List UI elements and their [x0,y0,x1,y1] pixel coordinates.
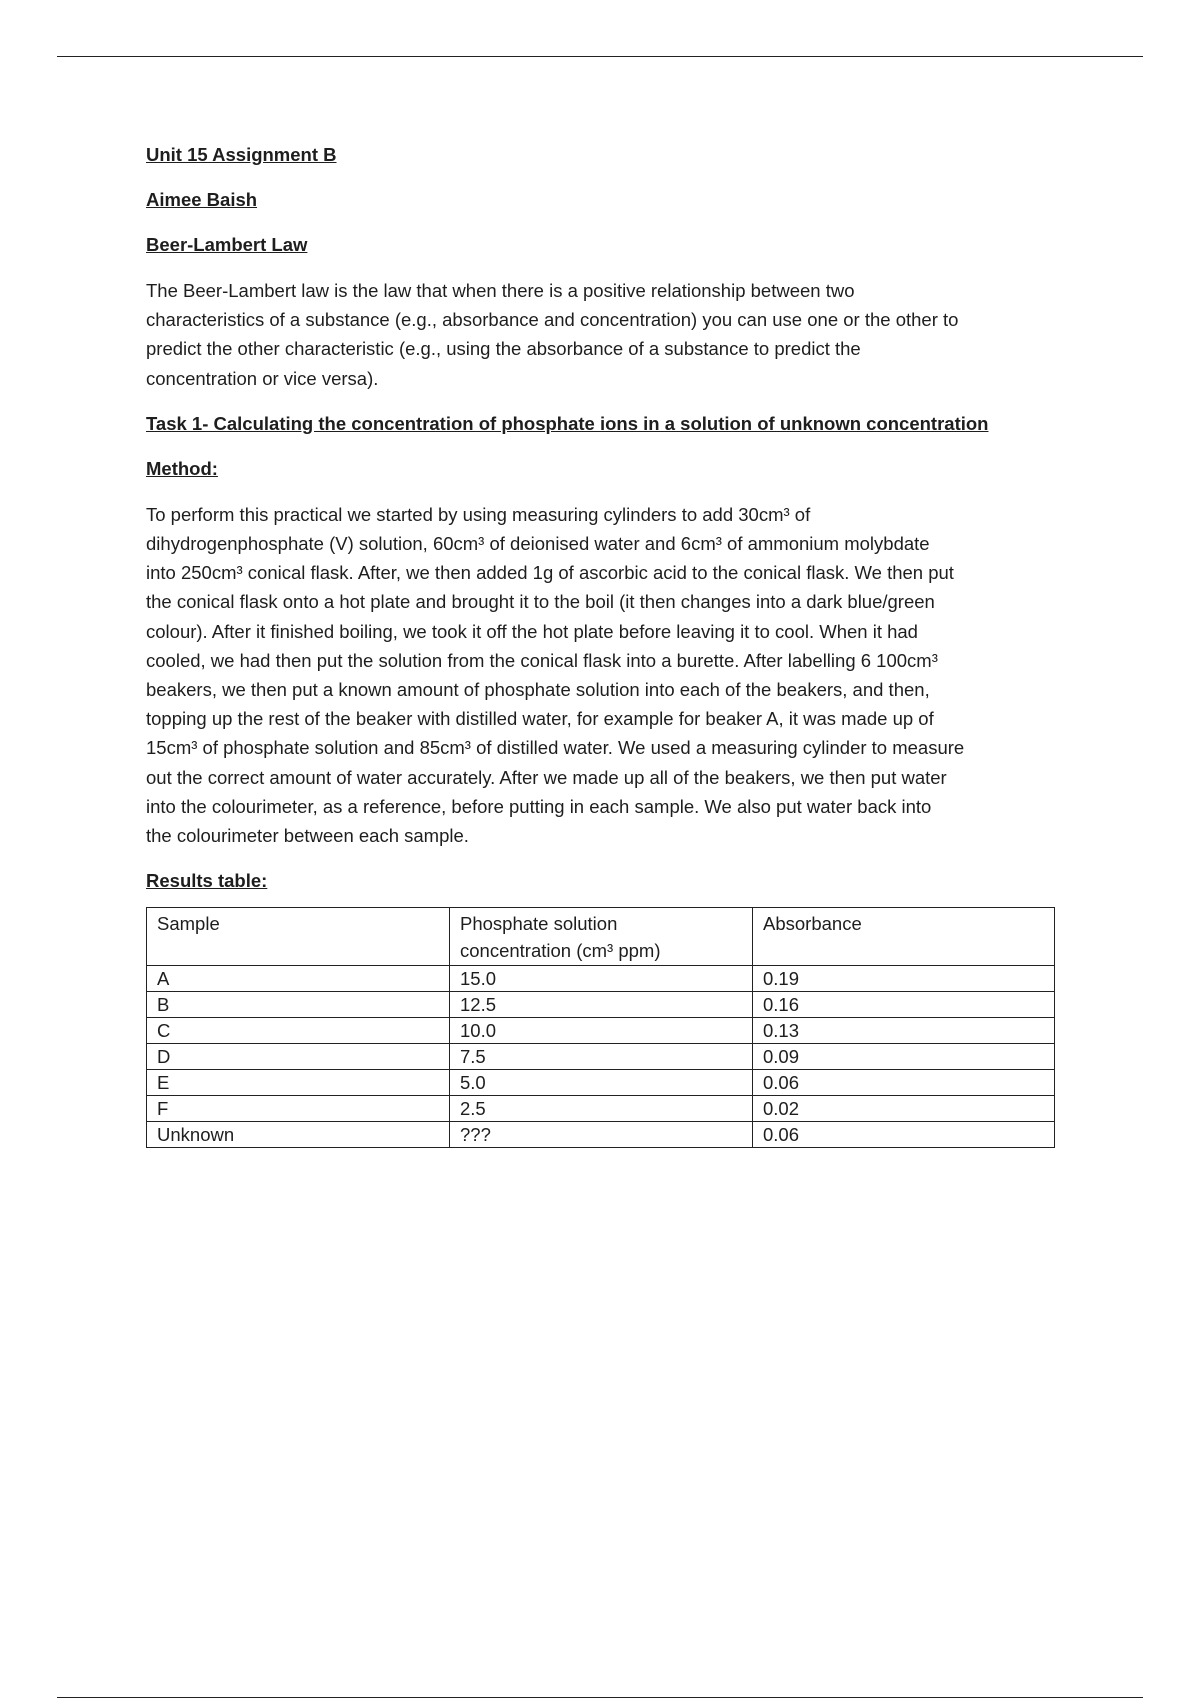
table-row [147,1044,1055,1070]
cell-sample: C [147,1018,450,1044]
cell-concentration: 15.0 [450,966,753,992]
document-body [146,143,1061,1148]
table-header-row [147,908,1055,966]
cell-absorbance: 0.16 [753,992,1055,1018]
results-heading: Results table: [146,870,268,892]
footer-rule [57,1697,1143,1698]
cell-concentration: 5.0 [450,1070,753,1096]
table-row [147,1122,1055,1148]
cell-concentration: 7.5 [450,1044,753,1070]
cell-concentration: 2.5 [450,1096,753,1122]
beer-lambert-paragraph: The Beer-Lambert law is the law that when there is a positive relationship between two characteristics of a substance (e.g., absorbance and concentration) you can use one or the other to predict the other characteristic (e.g., using the absorbance of a substance to predict the concentration or vice versa). [146,280,959,389]
cell-sample: F [147,1096,450,1122]
cell-sample: B [147,992,450,1018]
cell-absorbance: 0.09 [753,1044,1055,1070]
beer-lambert-heading: Beer-Lambert Law [146,234,308,255]
cell-concentration: 10.0 [450,1018,753,1044]
cell-sample: E [147,1070,450,1096]
cell-concentration: 12.5 [450,992,753,1018]
column-header: Absorbance [753,908,1055,966]
author-name: Aimee Baish [146,189,258,210]
table-row [147,966,1055,992]
cell-absorbance: 0.02 [753,1096,1055,1122]
column-header: Sample [147,908,450,966]
cell-absorbance: 0.06 [753,1070,1055,1096]
cell-absorbance: 0.19 [753,966,1055,992]
method-heading: Method: [146,457,218,479]
table-row [147,1096,1055,1122]
cell-absorbance: 0.13 [753,1018,1055,1044]
header-rule [57,56,1143,57]
table-row [147,1070,1055,1096]
cell-sample: A [147,966,450,992]
cell-sample: D [147,1044,450,1070]
table-row [147,992,1055,1018]
results-table [146,907,1055,1148]
cell-absorbance: 0.06 [753,1122,1055,1148]
method-paragraph: To perform this practical we started by using measuring cylinders to add 30cm³ of dihydrogenphosphate (V) solution, 60cm³ of deionised water and 6cm³ of ammonium molybdate into 250cm³ conical flask. After, we then added 1g of ascorbic acid to the conical flask. We then put the conical flask onto a hot plate and brought it to the boil (it then changes into a dark blue/green colour). After it finished boiling, we took it off the hot plate before leaving it to cool. When it had cooled, we had then put the solution from the conical flask into a burette. After labelling 6 100cm³ beakers, we then put a known amount of phosphate solution into each of the beakers, and then, topping up the rest of the beaker with distilled water, for example for beaker A, it was made up of 15cm³ of phosphate solution and 85cm³ of distilled water. We used a measuring cylinder to measure out the correct amount of water accurately. After we made up all of the beakers, we then put water into the colourimeter, as a reference, before putting in each sample. We also put water back into the colourimeter between each sample. [146,503,965,847]
task1-heading: Task 1- Calculating the concentration of phosphate ions in a solution of unknown concentration [146,412,989,434]
document-title: Unit 15 Assignment B [146,144,337,165]
table-row [147,1018,1055,1044]
column-header: Phosphate solution concentration (cm³ ppm) [450,908,753,966]
cell-sample: Unknown [147,1122,450,1148]
cell-concentration: ??? [450,1122,753,1148]
